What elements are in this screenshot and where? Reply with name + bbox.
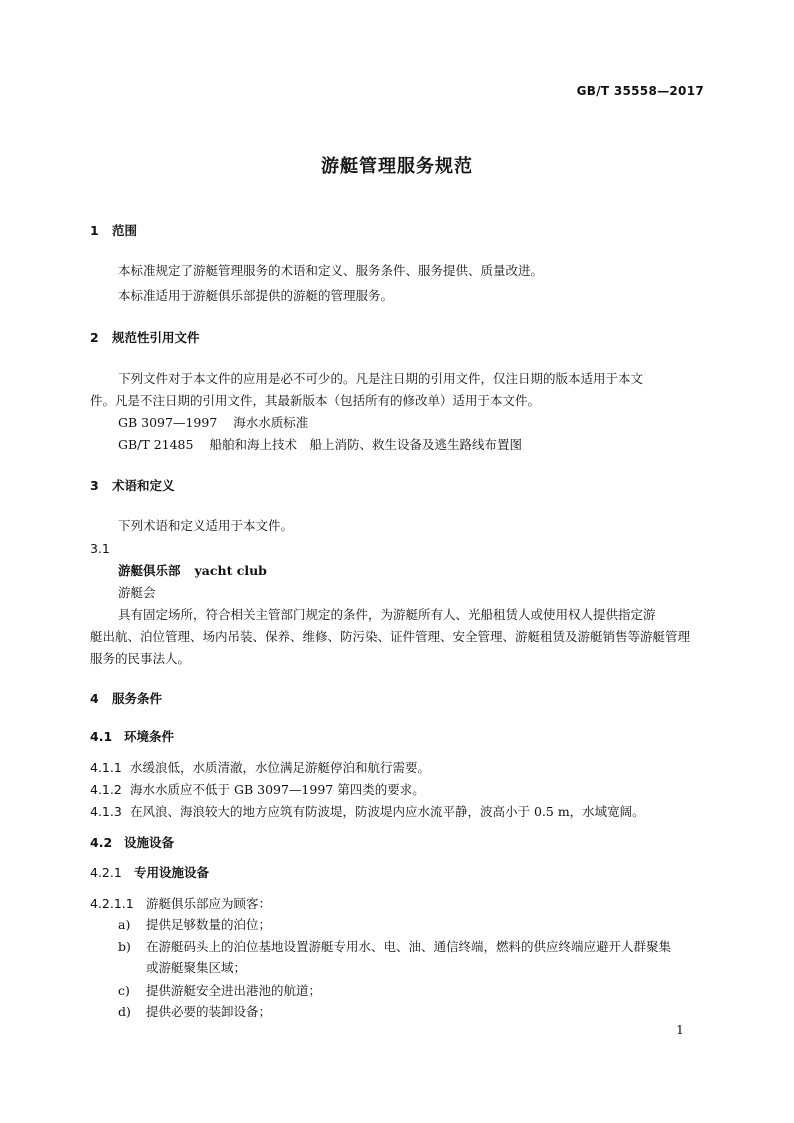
subsection-4-2-1-heading: [90, 864, 704, 882]
list-label: c): [118, 983, 130, 998]
paragraph: 下列术语和定义适用于本文件。: [118, 518, 294, 533]
list-label: d): [118, 1004, 131, 1019]
reference-item: [118, 436, 704, 454]
reference-code: GB 3097—1997: [118, 415, 218, 430]
paragraph-continuation: 件。凡是不注日期的引用文件，其最新版本（包括所有的修改单）适用于本文件。: [90, 393, 541, 408]
subsection-title: 专用设施设备: [134, 865, 210, 880]
page-number: 1: [676, 1022, 684, 1037]
paragraph: 本标准适用于游艇俱乐部提供的游艇的管理服务。: [118, 288, 394, 303]
clause-4-2-1-1: [90, 895, 704, 913]
clause-4-1-3: [90, 803, 704, 821]
term-number: 3.1: [90, 541, 110, 556]
list-label: a): [118, 917, 131, 932]
subsection-4-2-heading: [90, 834, 704, 852]
section-number: 2: [90, 330, 99, 345]
paragraph: 本标准规定了游艇管理服务的术语和定义、服务条件、服务提供、质量改进。: [118, 263, 544, 278]
reference-code: GB/T 21485: [118, 437, 194, 452]
clause-number: 4.1.2: [90, 782, 122, 797]
reference-title: 海水水质标准: [233, 415, 309, 430]
subsection-title: 环境条件: [124, 729, 175, 744]
reference-title: 船舶和海上技术 船上消防、救生设备及逃生路线布置图: [209, 437, 522, 452]
list-text: 提供游艇安全进出港池的航道；: [146, 983, 322, 998]
clause-4-1-1: [90, 759, 704, 777]
list-text: 提供必要的装卸设备；: [146, 1004, 272, 1019]
clause-4-1-2: [90, 781, 704, 799]
clause-text: 海水水质应不低于 GB 3097—1997 第四类的要求。: [130, 782, 425, 797]
section-2-heading: [90, 329, 704, 347]
clause-number: 4.1.1: [90, 760, 122, 775]
term-chinese: 游艇俱乐部: [118, 563, 181, 578]
term-definition-continuation: 艇出航、泊位管理、场内吊装、保养、维修、防污染、证件管理、安全管理、游艇租赁及游艇销售等游艇管理: [90, 629, 691, 644]
section-number: 4: [90, 691, 99, 706]
term-definition: 具有固定场所，符合相关主管部门规定的条件，为游艇所有人、光船租赁人或使用权人提供指定游: [118, 607, 656, 622]
term-definition-continuation: 服务的民事法人。: [90, 651, 191, 666]
term-synonym: 游艇会: [118, 585, 156, 600]
clause-number: 4.1.3: [90, 804, 122, 819]
section-number: 1: [90, 223, 99, 238]
list-item: [118, 1003, 704, 1021]
section-1-heading: [90, 222, 704, 240]
term-english: yacht club: [194, 563, 267, 578]
section-title: 术语和定义: [112, 478, 175, 493]
document-title: 游艇管理服务规范: [321, 156, 473, 177]
clause-text: 水缓浪低，水质清澈，水位满足游艇停泊和航行需要。: [130, 760, 431, 775]
section-number: 3: [90, 478, 99, 493]
clause-text: 游艇俱乐部应为顾客：: [146, 896, 272, 911]
subsection-number: 4.2: [90, 835, 113, 850]
paragraph: 下列文件对于本文件的应用是必不可少的。凡是注日期的引用文件，仅注日期的版本适用于本文: [118, 371, 644, 386]
clause-number: 4.2.1.1: [90, 896, 134, 911]
list-text: 在游艇码头上的泊位基地设置游艇专用水、电、油、通信终端，燃料的供应终端应避开人群聚集: [146, 939, 672, 954]
list-item: [118, 916, 704, 934]
section-title: 规范性引用文件: [112, 330, 200, 345]
section-title: 范围: [112, 223, 138, 238]
section-4-heading: [90, 690, 704, 708]
reference-item: [118, 414, 704, 432]
subsection-number: 4.1: [90, 729, 113, 744]
list-text: 提供足够数量的泊位；: [146, 917, 272, 932]
standard-number: GB/T 35558—2017: [576, 84, 704, 98]
section-3-heading: [90, 477, 704, 495]
term-entry: [118, 562, 704, 580]
subsection-title: 设施设备: [124, 835, 175, 850]
list-item: [118, 938, 704, 956]
subsection-number: 4.2.1: [90, 865, 122, 880]
list-text-continuation: 或游艇聚集区域；: [146, 960, 247, 975]
list-label: b): [118, 939, 131, 954]
clause-text: 在风浪、海浪较大的地方应筑有防波堤，防波堤内应水流平静，波高小于 0.5 m，水域宽阔。: [130, 804, 645, 819]
list-item: [118, 982, 704, 1000]
section-title: 服务条件: [112, 691, 163, 706]
subsection-4-1-heading: [90, 728, 704, 746]
